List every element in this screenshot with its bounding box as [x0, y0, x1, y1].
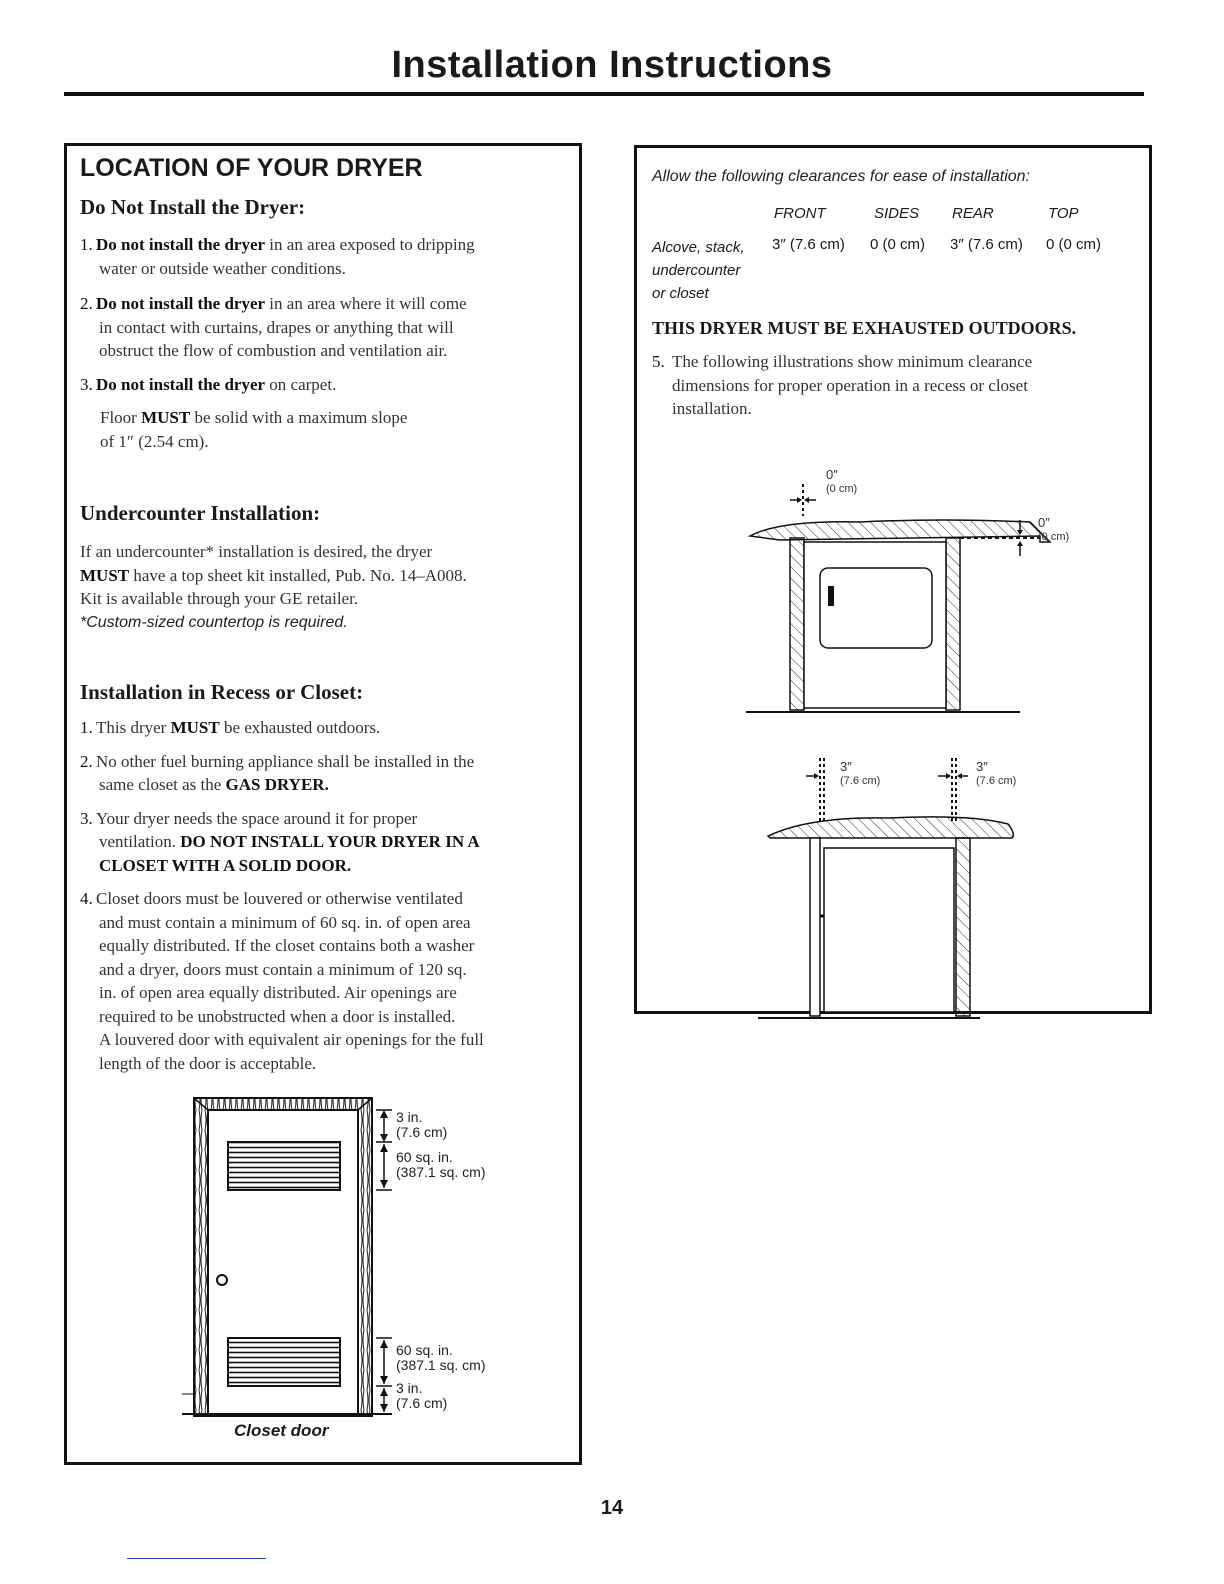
item-text: in an area exposed to dripping [265, 235, 475, 254]
row-label-line: Alcove, stack, [652, 239, 745, 256]
item-text: in. of open area equally distributed. Air openings are [99, 983, 457, 1002]
undercounter-line: have a top sheet kit installed, Pub. No. 14–A008. [129, 565, 467, 585]
dimension-text: (7.6 cm) [396, 1124, 448, 1140]
col-header-front: FRONT [774, 205, 826, 222]
item-bold: Do not install the dryer [96, 235, 266, 254]
item-number: 5. [652, 352, 665, 371]
item-text: ventilation. [99, 832, 181, 851]
clearance-intro: Allow the following clearances for ease of installation: [652, 168, 1030, 185]
row-label [652, 236, 745, 305]
item-number: 4. [80, 889, 93, 908]
list-item [80, 750, 570, 797]
item-text: in an area where it will come [265, 294, 467, 313]
item-number: 1. [80, 235, 93, 254]
recess-side-view-illustration [750, 756, 1030, 1026]
door-bottom-vent-label [396, 1343, 485, 1373]
dimension-text: (387.1 sq. cm) [396, 1357, 486, 1373]
dimension-text: 3″ [840, 759, 852, 774]
item-text: water or outside weather conditions. [99, 258, 346, 278]
dimension-text: (0 cm) [826, 483, 858, 495]
recess-heading: Installation in Recess or Closet: [80, 680, 364, 704]
value-sides: 0 (0 cm) [870, 236, 926, 253]
item-text: on carpet. [265, 374, 337, 394]
item-text: This dryer [96, 718, 171, 737]
item-number: 3. [80, 808, 93, 828]
list-item [80, 807, 570, 878]
undercounter-bold: MUST [80, 565, 130, 585]
floor-bold: MUST [141, 408, 191, 427]
dimension-text: 60 sq. in. [396, 1342, 453, 1358]
item-number: 1. [80, 718, 93, 737]
page-title: Installation Instructions [391, 44, 833, 86]
item-bold: MUST [170, 718, 220, 737]
list-item [80, 292, 570, 363]
footer-link-underline [127, 1558, 266, 1559]
dimension-text: (7.6 cm) [840, 775, 881, 787]
right-wall [946, 538, 960, 710]
item-number: 2. [80, 294, 93, 313]
item-bold: Do not install the dryer [96, 374, 266, 394]
list-item [80, 887, 570, 1075]
item-text: installation. [672, 399, 752, 418]
col-header-sides: SIDES [874, 205, 920, 222]
undercounter-line: If an undercounter* installation is desired, the dryer [80, 542, 433, 561]
item-text: same closet as the [99, 775, 226, 794]
col-header-rear: REAR [952, 205, 994, 222]
dimension-text: (7.6 cm) [396, 1395, 448, 1411]
section-heading: LOCATION OF YOUR DRYER [80, 154, 423, 182]
col-header-top: TOP [1048, 205, 1079, 222]
countertop [768, 817, 1013, 838]
item-text: in contact with curtains, drapes or anything that will [99, 317, 454, 337]
undercounter-text [80, 540, 570, 634]
floor-text: of 1″ (2.54 cm). [100, 431, 209, 451]
undercounter-heading: Undercounter Installation: [80, 501, 321, 525]
undercounter-line: Kit is available through your GE retailer. [80, 589, 359, 608]
do-not-install-list [80, 233, 570, 453]
page-number: 14 [600, 1497, 624, 1519]
item-text: obstruct the flow of combustion and ventilation air. [99, 341, 448, 360]
recess-list [80, 716, 570, 1075]
item-text: The following illustrations show minimum clearance [672, 352, 1033, 371]
title-rule [64, 92, 1144, 96]
item-text: and must contain a minimum of 60 sq. in. of open area [99, 912, 471, 932]
closet-door-caption: Closet door [234, 1421, 329, 1440]
item-text: A louvered door with equivalent air openings for the full [99, 1030, 484, 1049]
item-bold: CLOSET WITH A SOLID DOOR. [99, 855, 352, 875]
floor-note [80, 406, 570, 453]
item-text: equally distributed. If the closet contains both a washer [99, 936, 475, 955]
door-knob [217, 1275, 227, 1285]
item-bold: DO NOT INSTALL YOUR DRYER IN A [180, 832, 480, 851]
dimension-text: (0 cm) [1038, 531, 1070, 543]
front-frame [810, 838, 820, 1016]
recess-front-view-illustration [740, 460, 1120, 720]
door-top-gap-label [396, 1110, 447, 1140]
value-rear: 3″ (7.6 cm) [950, 236, 1023, 253]
item-text: Your dryer needs the space around it for proper [96, 808, 418, 828]
left-wall [790, 538, 804, 710]
item-text: dimensions for proper operation in a recess or closet [672, 375, 1028, 395]
value-top: 0 (0 cm) [1046, 236, 1102, 253]
item-text: Closet doors must be louvered or otherwise ventilated [96, 889, 463, 908]
dimension-text: 0″ [826, 467, 838, 482]
dimension-text: 3″ [976, 759, 988, 774]
dryer-side [824, 848, 954, 1012]
list-item [80, 233, 570, 280]
row-label-line: or closet [652, 285, 709, 302]
item-text: and a dryer, doors must contain a minimum of 120 sq. [99, 959, 467, 979]
value-front: 3″ (7.6 cm) [772, 236, 845, 253]
item-text: length of the door is acceptable. [99, 1053, 317, 1073]
dryer-handle [828, 586, 834, 606]
item-text: No other fuel burning appliance shall be installed in the [96, 751, 475, 771]
door-top-vent-label [396, 1150, 485, 1180]
rear-wall [956, 838, 970, 1016]
item-number: 2. [80, 751, 93, 771]
item-text: required to be unobstructed when a door is installed. [99, 1006, 456, 1026]
bottom-louver [228, 1338, 340, 1386]
top-louver [228, 1142, 340, 1190]
item-text: be exhausted outdoors. [219, 718, 381, 737]
item-bold: GAS DRYER. [225, 775, 329, 794]
floor-text: Floor [100, 408, 142, 427]
do-not-install-heading: Do Not Install the Dryer: [80, 195, 306, 219]
dimension-text: 3 in. [396, 1380, 423, 1396]
item-5 [652, 350, 1142, 421]
door-bottom-gap-label [396, 1381, 447, 1411]
front-top-clearance-label [1038, 516, 1069, 544]
side-rear-clearance-label [976, 760, 1016, 788]
countertop-note: *Custom-sized countertop is required. [80, 613, 348, 631]
exhaust-notice: THIS DRYER MUST BE EXHAUSTED OUTDOORS. [652, 318, 1077, 338]
floor-text: be solid with a maximum slope [190, 408, 408, 427]
dimension-text: 3 in. [396, 1109, 423, 1125]
side-front-clearance-label [840, 760, 880, 788]
front-side-clearance-label [826, 468, 857, 496]
dimension-text: (7.6 cm) [976, 775, 1017, 787]
dimension-text: 0″ [1038, 515, 1050, 530]
dryer-door [820, 568, 932, 648]
row-label-line: undercounter [652, 262, 741, 279]
list-item [80, 716, 570, 740]
item-number: 3. [80, 374, 93, 394]
dimension-text: (387.1 sq. cm) [396, 1164, 486, 1180]
item-bold: Do not install the dryer [96, 294, 266, 313]
dimension-text: 60 sq. in. [396, 1149, 453, 1165]
list-item [80, 373, 570, 397]
